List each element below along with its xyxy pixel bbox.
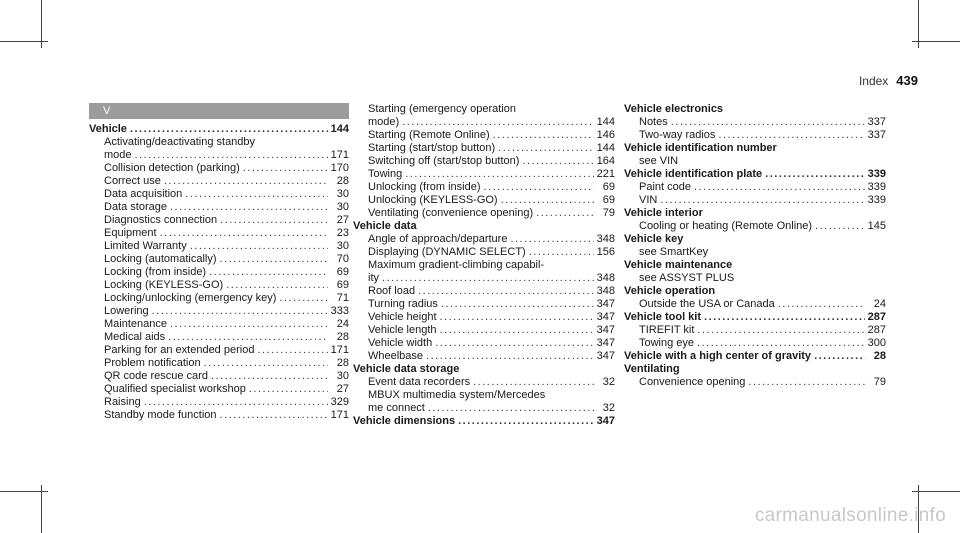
leader-dots: [130, 123, 328, 136]
entry-text: Medical aids: [104, 331, 166, 343]
index-column-3: [624, 103, 886, 389]
index-subentry[interactable]: [89, 318, 349, 331]
index-subentry[interactable]: [624, 220, 886, 233]
index-subentry: Activating/deactivating standby: [104, 136, 256, 148]
leader-dots: [498, 142, 593, 155]
index-subentry[interactable]: [89, 383, 349, 396]
entry-text: me connect: [368, 402, 425, 414]
page-ref[interactable]: 339: [867, 194, 886, 206]
entry-text: Vehicle: [89, 123, 127, 135]
entry-text: Vehicle length: [368, 324, 437, 336]
page-ref[interactable]: 70: [336, 253, 349, 265]
index-subentry[interactable]: [89, 292, 349, 305]
entry-text: Unlocking (from inside): [368, 181, 481, 193]
index-subentry[interactable]: [89, 214, 349, 227]
entry-text: Roof load: [368, 285, 416, 297]
index-subentry: MBUX multimedia system/Mercedes: [368, 389, 546, 401]
leader-dots: [748, 376, 865, 389]
index-subentry[interactable]: [89, 188, 349, 201]
page-ref[interactable]: 347: [596, 298, 615, 310]
page-ref[interactable]: 171: [330, 149, 349, 161]
page-ref[interactable]: 69: [602, 181, 615, 193]
page-ref[interactable]: 339: [867, 168, 886, 180]
leader-dots: [211, 370, 328, 383]
page-ref[interactable]: 144: [596, 116, 615, 128]
index-entry: Vehicle operation: [624, 285, 716, 297]
page-ref[interactable]: 337: [867, 129, 886, 141]
leader-dots: [440, 324, 594, 337]
leader-dots: [704, 311, 865, 324]
index-subentry: see ASSYST PLUS: [639, 272, 735, 284]
entry-text: Vehicle width: [368, 337, 433, 349]
index-subentry[interactable]: [89, 201, 349, 214]
index-subentry[interactable]: [353, 207, 615, 220]
page-ref[interactable]: 347: [596, 350, 615, 362]
page-ref[interactable]: 24: [336, 318, 349, 330]
leader-dots: [144, 396, 328, 409]
page-ref[interactable]: 30: [336, 188, 349, 200]
page-ref[interactable]: 171: [330, 344, 349, 356]
page-ref[interactable]: 339: [867, 181, 886, 193]
leader-dots: [441, 298, 594, 311]
index-subentry[interactable]: [353, 350, 615, 363]
entry-text: TIREFIT kit: [639, 324, 695, 336]
leader-dots: [536, 207, 594, 220]
page-ref[interactable]: 71: [336, 292, 349, 304]
leader-dots: [765, 168, 864, 181]
index-subentry[interactable]: [89, 240, 349, 253]
leader-dots: [778, 298, 865, 311]
index-subentry[interactable]: [89, 253, 349, 266]
entry-text: Problem notification: [104, 357, 201, 369]
index-entry: Vehicle interior: [624, 207, 703, 219]
entry-text: Limited Warranty: [104, 240, 187, 252]
leader-dots: [168, 331, 328, 344]
leader-dots: [209, 266, 328, 279]
section-title: Index: [858, 74, 889, 88]
index-subentry[interactable]: [353, 285, 615, 298]
page-ref[interactable]: 27: [336, 214, 349, 226]
leader-dots: [279, 292, 328, 305]
leader-dots: [382, 272, 594, 285]
entry-text: Outside the USA or Canada: [639, 298, 775, 310]
page-ref[interactable]: 145: [867, 220, 886, 232]
entry-text: Correct use: [104, 175, 161, 187]
leader-dots: [160, 227, 328, 240]
page-ref[interactable]: 69: [602, 194, 615, 206]
leader-dots: [135, 149, 328, 162]
page-ref[interactable]: 24: [873, 298, 886, 310]
entry-text: Event data recorders: [368, 376, 471, 388]
leader-dots: [510, 233, 593, 246]
page-ref[interactable]: 170: [330, 162, 349, 174]
leader-dots: [243, 162, 328, 175]
entry-text: Maintenance: [104, 318, 167, 330]
leader-dots: [428, 402, 594, 415]
index-subentry[interactable]: [353, 246, 615, 259]
entry-text: Starting (Remote Online): [368, 129, 490, 141]
entry-text: Locking (KEYLESS-GO): [104, 279, 224, 291]
page-number: 439: [896, 73, 918, 88]
leader-dots: [694, 181, 865, 194]
index-subentry[interactable]: [89, 331, 349, 344]
leader-dots: [697, 337, 865, 350]
page-ref[interactable]: 337: [867, 116, 886, 128]
page-ref[interactable]: 287: [867, 311, 886, 323]
page-ref[interactable]: 144: [330, 123, 349, 135]
page-ref[interactable]: 79: [602, 207, 615, 219]
index-subentry[interactable]: [353, 311, 615, 324]
entry-text: Qualified specialist workshop: [104, 383, 246, 395]
crop-mark-tr-h: [912, 41, 960, 42]
leader-dots: [190, 240, 328, 253]
entry-text: Equipment: [104, 227, 157, 239]
page-ref[interactable]: 28: [336, 357, 349, 369]
entry-text: Diagnostics connection: [104, 214, 218, 226]
crop-mark-br-h: [912, 491, 960, 492]
index-subentry[interactable]: [624, 324, 886, 337]
entry-text: Switching off (start/stop button): [368, 155, 520, 167]
index-subentry: Starting (emergency operation: [368, 103, 516, 115]
index-subentry[interactable]: [89, 175, 349, 188]
entry-text: Ventilating (convenience opening): [368, 207, 534, 219]
index-subentry[interactable]: [624, 337, 886, 350]
leader-dots: [493, 129, 594, 142]
index-subentry: Maximum gradient-climbing capabil-: [368, 259, 545, 271]
leader-dots: [718, 129, 864, 142]
index-subentry[interactable]: [353, 142, 615, 155]
index-subentry[interactable]: [353, 272, 615, 285]
page-ref[interactable]: 30: [336, 240, 349, 252]
index-subentry[interactable]: [89, 227, 349, 240]
index-subentry[interactable]: [353, 402, 615, 415]
index-subentry[interactable]: [353, 324, 615, 337]
index-subentry[interactable]: [353, 129, 615, 142]
leader-dots: [185, 188, 328, 201]
leader-dots: [257, 344, 327, 357]
entry-text: Wheelbase: [368, 350, 424, 362]
index-subentry[interactable]: [624, 129, 886, 142]
page-ref[interactable]: 156: [596, 246, 615, 258]
page-ref[interactable]: 69: [336, 266, 349, 278]
leader-dots: [170, 201, 328, 214]
index-entry[interactable]: [353, 415, 615, 428]
index-column-1: [89, 103, 349, 422]
index-subentry[interactable]: [353, 116, 615, 129]
entry-text: Data acquisition: [104, 188, 183, 200]
leader-dots: [418, 285, 594, 298]
entry-text: Locking (from inside): [104, 266, 207, 278]
entry-text: VIN: [639, 194, 658, 206]
index-subentry[interactable]: [89, 370, 349, 383]
page-ref[interactable]: 146: [596, 129, 615, 141]
entry-text: Vehicle height: [368, 311, 437, 323]
index-entry: Vehicle maintenance: [624, 259, 733, 271]
leader-dots: [522, 155, 593, 168]
index-entry: Vehicle key: [624, 233, 684, 245]
leader-dots: [426, 350, 594, 363]
page-ref[interactable]: 27: [336, 383, 349, 395]
index-entry: Ventilating: [624, 363, 680, 375]
leader-dots: [170, 318, 328, 331]
index-entry[interactable]: [624, 168, 886, 181]
index-subentry[interactable]: [89, 305, 349, 318]
entry-text: Locking/unlocking (emergency key): [104, 292, 277, 304]
index-subentry[interactable]: [89, 162, 349, 175]
watermark: carmanualsonline.info: [754, 505, 946, 526]
index-subentry[interactable]: [89, 409, 349, 422]
index-entry[interactable]: [624, 311, 886, 324]
page-ref[interactable]: 28: [336, 331, 349, 343]
page-ref[interactable]: 347: [596, 337, 615, 349]
crop-mark-bl-h: [0, 491, 48, 492]
page-ref[interactable]: 69: [336, 279, 349, 291]
entry-text: mode: [104, 149, 132, 161]
leader-dots: [440, 311, 594, 324]
index-entry[interactable]: [624, 350, 886, 363]
index-subentry[interactable]: [624, 116, 886, 129]
index-subentry[interactable]: [89, 279, 349, 292]
entry-text: ity: [368, 272, 379, 284]
page-ref[interactable]: 32: [602, 402, 615, 414]
page-ref[interactable]: 348: [596, 233, 615, 245]
entry-text: Parking for an extended period: [104, 344, 255, 356]
entry-text: Notes: [639, 116, 668, 128]
entry-text: Locking (automatically): [104, 253, 217, 265]
leader-dots: [435, 337, 593, 350]
page-ref[interactable]: 23: [336, 227, 349, 239]
leader-dots: [249, 383, 328, 396]
page-ref[interactable]: 287: [867, 324, 886, 336]
page-ref[interactable]: 221: [596, 168, 615, 180]
leader-dots: [458, 415, 594, 428]
page-ref[interactable]: 348: [596, 272, 615, 284]
entry-text: Vehicle tool kit: [624, 311, 702, 323]
index-subentry[interactable]: [353, 194, 615, 207]
page-ref[interactable]: 347: [596, 415, 615, 427]
leader-dots: [529, 246, 594, 259]
index-subentry[interactable]: [89, 396, 349, 409]
entry-text: Convenience opening: [639, 376, 746, 388]
leader-dots: [671, 116, 865, 129]
entry-text: Collision detection (parking): [104, 162, 240, 174]
page-ref[interactable]: 329: [330, 396, 349, 408]
index-subentry[interactable]: [624, 194, 886, 207]
page-ref[interactable]: 28: [336, 175, 349, 187]
leader-dots: [220, 253, 329, 266]
entry-text: Vehicle identification plate: [624, 168, 763, 180]
entry-text: Unlocking (KEYLESS-GO): [368, 194, 498, 206]
index-entry[interactable]: [89, 123, 349, 136]
index-subentry[interactable]: [353, 376, 615, 389]
page-ref[interactable]: 30: [336, 370, 349, 382]
index-subentry[interactable]: [89, 149, 349, 162]
page-ref[interactable]: 347: [596, 324, 615, 336]
page-ref[interactable]: 171: [330, 409, 349, 421]
entry-text: Vehicle with a high center of gravity: [624, 350, 812, 362]
entry-text: Displaying (DYNAMIC SELECT): [368, 246, 526, 258]
page-header: [859, 73, 918, 88]
page-ref[interactable]: 144: [596, 142, 615, 154]
index-subentry: see SmartKey: [639, 246, 709, 258]
index-subentry[interactable]: [624, 181, 886, 194]
leader-dots: [220, 409, 328, 422]
entry-text: Towing: [368, 168, 403, 180]
letter-heading: V: [89, 103, 349, 119]
index-subentry[interactable]: [353, 233, 615, 246]
page-ref[interactable]: 32: [602, 376, 615, 388]
entry-text: Paint code: [639, 181, 691, 193]
index-subentry[interactable]: [624, 298, 886, 311]
page-ref[interactable]: 28: [873, 350, 886, 362]
index-entry: Vehicle data: [353, 220, 417, 232]
leader-dots: [402, 116, 593, 129]
leader-dots: [483, 181, 594, 194]
index-column-2: [353, 103, 615, 428]
entry-text: Angle of approach/departure: [368, 233, 508, 245]
index-subentry[interactable]: [353, 168, 615, 181]
crop-mark-bl-v: [41, 485, 42, 533]
leader-dots: [815, 220, 865, 233]
index-entry: Vehicle identification number: [624, 142, 777, 154]
entry-text: mode): [368, 116, 400, 128]
index-subentry[interactable]: [89, 344, 349, 357]
page-ref[interactable]: 333: [330, 305, 349, 317]
index-subentry[interactable]: [353, 181, 615, 194]
leader-dots: [814, 350, 865, 363]
leader-dots: [204, 357, 328, 370]
index-subentry[interactable]: [353, 337, 615, 350]
index-subentry[interactable]: [353, 155, 615, 168]
entry-text: Lowering: [104, 305, 149, 317]
leader-dots: [405, 168, 593, 181]
crop-mark-tl-h: [0, 41, 48, 42]
entry-text: Two-way radios: [639, 129, 716, 141]
entry-text: Data storage: [104, 201, 167, 213]
index-subentry[interactable]: [89, 266, 349, 279]
leader-dots: [152, 305, 328, 318]
page-ref[interactable]: 300: [867, 337, 886, 349]
entry-text: Raising: [104, 396, 141, 408]
leader-dots: [220, 214, 328, 227]
index-subentry: see VIN: [639, 155, 679, 167]
index-subentry[interactable]: [624, 376, 886, 389]
index-entry: Vehicle data storage: [353, 363, 460, 375]
entry-text: Vehicle dimensions: [353, 415, 456, 427]
entry-text: Starting (start/stop button): [368, 142, 496, 154]
page-ref[interactable]: 79: [873, 376, 886, 388]
leader-dots: [473, 376, 594, 389]
leader-dots: [501, 194, 594, 207]
leader-dots: [164, 175, 328, 188]
index-subentry[interactable]: [353, 298, 615, 311]
index-entry: Vehicle electronics: [624, 103, 724, 115]
entry-text: Standby mode function: [104, 409, 217, 421]
page-ref[interactable]: 347: [596, 311, 615, 323]
index-subentry[interactable]: [89, 357, 349, 370]
entry-text: Cooling or heating (Remote Online): [639, 220, 813, 232]
entry-text: QR code rescue card: [104, 370, 208, 382]
page-ref[interactable]: 164: [596, 155, 615, 167]
leader-dots: [660, 194, 864, 207]
page-ref[interactable]: 30: [336, 201, 349, 213]
page-ref[interactable]: 348: [596, 285, 615, 297]
leader-dots: [226, 279, 328, 292]
entry-text: Towing eye: [639, 337, 695, 349]
entry-text: Turning radius: [368, 298, 438, 310]
leader-dots: [697, 324, 864, 337]
